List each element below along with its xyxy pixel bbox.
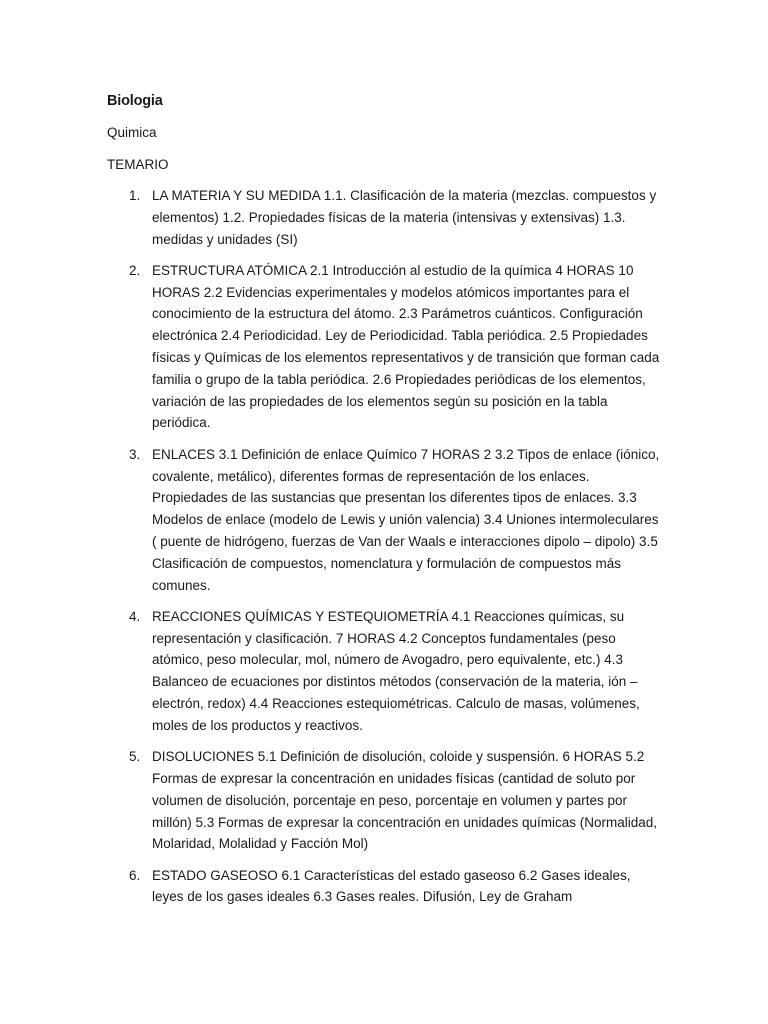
item-number: 5. — [129, 749, 141, 765]
item-text: ESTRUCTURA ATÓMICA 2.1 Introducción al estudio de la química 4 HORAS 10 HORAS 2.2 Evidencias experimentales y modelos atómicos importantes para el conocimiento de la estructura del átomo. 2.3 Parámetros cuánticos. Configuración electrónica 2.4 Periodicidad. Ley de Periodicidad. Tabla periódica. 2.5 Propiedades físicas y Químicas de los elementos representativos y de transición que forman cada familia o grupo de la tabla periódica. 2.6 Propiedades periódicas de los elementos, variación de las propiedades de los elementos según su posición en la tabla periódica. — [152, 262, 660, 431]
temario-item — [107, 185, 665, 250]
item-number: 2. — [129, 262, 141, 278]
temario-item — [107, 865, 665, 909]
item-number: 4. — [129, 608, 141, 624]
temario-list — [107, 185, 665, 908]
temario-item — [107, 746, 665, 855]
item-text: DISOLUCIONES 5.1 Definición de disolución, coloide y suspensión. 6 HORAS 5.2 Formas de expresar la concentración en unidades físicas (cantidad de soluto por volumen de disolución, porcentaje en peso, porcentaje en volumen y partes por millón) 5.3 Formas de expresar la concentración en unidades químicas (Normalidad, Molaridad, Molalidad y Facción Mol) — [152, 749, 657, 852]
item-text: LA MATERIA Y SU MEDIDA 1.1. Clasificación de la materia (mezclas. compuestos y elementos) 1.2. Propiedades físicas de la materia (intensivas y extensivas) 1.3. medidas y unidades (SI) — [152, 188, 657, 247]
item-number: 1. — [129, 188, 141, 203]
item-number: 3. — [129, 446, 141, 462]
temario-item — [107, 260, 665, 434]
temario-item — [107, 606, 665, 737]
section-label: TEMARIO — [107, 157, 169, 172]
document-subheading: Quimica — [107, 125, 157, 140]
item-number: 6. — [129, 867, 141, 883]
document-heading: Biologia — [107, 93, 163, 109]
document-body — [107, 90, 665, 918]
item-text: REACCIONES QUÍMICAS Y ESTEQUIOMETRÍA 4.1 Reacciones químicas, su representación y clasificación. 7 HORAS 4.2 Conceptos fundamentales (peso atómico, peso molecular, mol, número de Avogadro, pero equivalente, etc.) 4.3 Balanceo de ecuaciones por distintos métodos (conservación de la materia, ión – electrón, redox) 4.4 Reacciones estequiométricas. Calculo de masas, volúmenes, moles de los productos y reactivos. — [152, 608, 640, 733]
temario-item — [107, 444, 665, 597]
item-text: ENLACES 3.1 Definición de enlace Químico 7 HORAS 2 3.2 Tipos de enlace (iónico, covalente, metálico), diferentes formas de representación de los enlaces. Propiedades de las sustancias que presentan los diferentes tipos de enlaces. 3.3 Modelos de enlace (modelo de Lewis y unión valencia) 3.4 Uniones intermoleculares ( puente de hidrógeno, fuerzas de Van der Waals e interacciones dipolo – dipolo) 3.5 Clasificación de compuestos, nomenclatura y formulación de compuestos más comunes. — [152, 446, 660, 593]
item-text: ESTADO GASEOSO 6.1 Características del estado gaseoso 6.2 Gases ideales, leyes de los gases ideales 6.3 Gases reales. Difusión, Ley de Graham — [152, 867, 631, 905]
